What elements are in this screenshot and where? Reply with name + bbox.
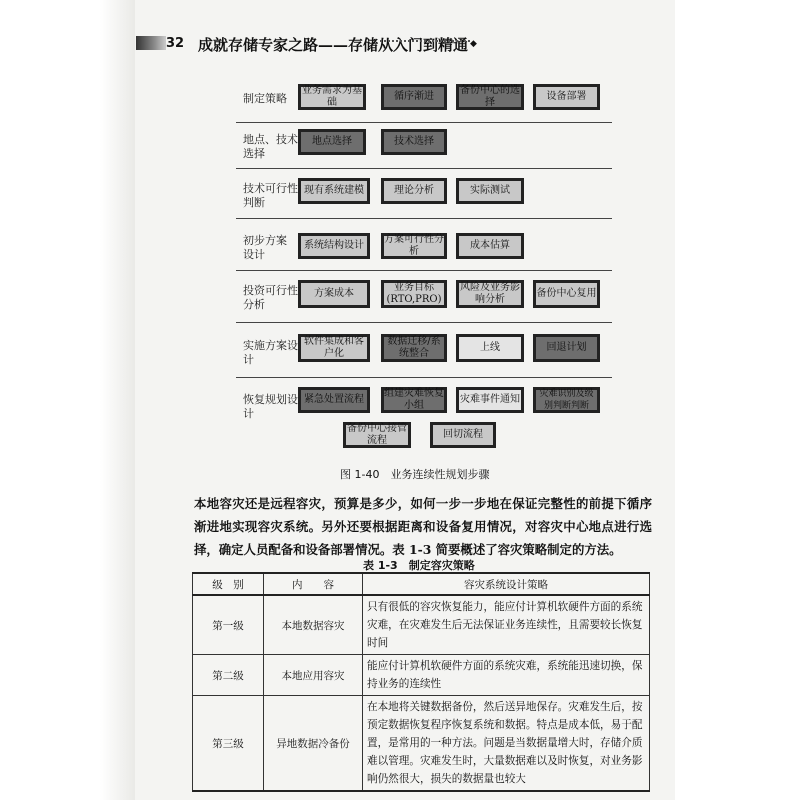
table-header-row	[193, 573, 650, 595]
body-paragraph: 本地容灾还是远程容灾，预算是多少，如何一步一步地在保证完整性的前提下循序渐进地实现容灾系统。另外还要根据距离和设备复用情况，对容灾中心地点进行选择，确定人员配备和设备部署情况。表 1-3 简要概述了容灾策略制定的方法。	[194, 496, 652, 557]
header-bar	[136, 36, 166, 50]
flow-box: 备份中心的选择	[456, 84, 524, 110]
flow-box: 紧急处置流程	[298, 387, 370, 413]
level-cell: 第二级	[193, 655, 264, 696]
flow-box: 数据迁移/系统整合	[381, 334, 447, 362]
flow-box: 业务需求为基础	[298, 84, 366, 110]
flow-box: 方案可行性分析	[381, 233, 447, 259]
row-label-investment: 投资可行性分析	[243, 284, 298, 311]
table-row	[193, 595, 650, 655]
strategy-cell: 在本地将关键数据备份，然后送异地保存。灾难发生后，按预定数据恢复程序恢复系统和数据。特点是成本低，易于配置，是常用的一种方法。问题是当数据量增大时，存储介质难以管理。灾难发生时，大量数据难以及时恢复，对业务影响仍然很大，损失的数据量也较大	[363, 696, 650, 792]
flow-box: 地点选择	[298, 129, 366, 155]
flow-box: 成本估算	[456, 233, 524, 259]
level-cell: 第三级	[193, 696, 264, 792]
flow-box: 备份中心接管流程	[343, 422, 411, 448]
flow-box: 理论分析	[381, 178, 447, 204]
content-cell: 异地数据冷备份	[264, 696, 363, 792]
flow-box: 软件集成和客户化	[298, 334, 370, 362]
content-cell: 本地数据容灾	[264, 595, 363, 655]
row-divider	[236, 168, 612, 169]
flow-box: 实际测试	[456, 178, 524, 204]
level-cell: 第一级	[193, 595, 264, 655]
flow-box: 回切流程	[430, 422, 496, 448]
figure-caption: 图 1-40 业务连续性规划步骤	[340, 468, 490, 481]
flow-box: 系统结构设计	[298, 233, 370, 259]
flow-box: 技术选择	[381, 129, 447, 155]
strategy-cell: 能应付计算机软硬件方面的系统灾难，系统能迅速切换，保持业务的连续性	[363, 655, 650, 696]
flow-box: 组建灾难恢复小组	[381, 387, 447, 413]
flow-box: 上线	[456, 334, 524, 362]
row-divider	[236, 270, 612, 271]
flow-box: 灾难事件通知	[456, 387, 524, 413]
strategy-cell: 只有很低的容灾恢复能力，能应付计算机软硬件方面的系统灾难，在灾难发生后无法保证业务连续性，且需要较长恢复时间	[363, 595, 650, 655]
row-divider	[236, 322, 612, 323]
diamond-icon: ◆	[470, 39, 477, 49]
flow-box: 循序渐进	[381, 84, 447, 110]
table-row	[193, 696, 650, 792]
row-label-tech-feasibility: 技术可行性判断	[243, 182, 298, 209]
flow-box: 现有系统建模	[298, 178, 370, 204]
flow-box: 灾难识别及级别判断判断	[533, 387, 600, 413]
row-divider	[236, 377, 612, 378]
row-label-preliminary-design: 初步方案设计	[243, 234, 287, 261]
flow-box: 业务目标(RTO,PRO)	[381, 280, 447, 308]
row-label-implementation: 实施方案设计	[243, 339, 298, 366]
page-gutter	[100, 0, 136, 800]
row-divider	[236, 122, 612, 123]
table-row	[193, 655, 650, 696]
flow-box: 设备部署	[533, 84, 600, 110]
table-header: 容灾系统设计策略	[363, 573, 650, 595]
table-header: 内 容	[264, 573, 363, 595]
row-divider	[236, 218, 612, 219]
row-label-strategy: 制定策略	[243, 92, 287, 105]
page-number: 32	[166, 36, 185, 51]
running-title: 成就存储专家之路——存储从入门到精通	[198, 36, 469, 54]
flow-box: 风险及业务影响分析	[456, 280, 524, 308]
flow-box: 回退计划	[533, 334, 600, 362]
flow-box: 方案成本	[298, 280, 370, 308]
header-dotted-rule	[380, 40, 470, 42]
strategy-table	[192, 572, 650, 792]
row-label-location: 地点、技术选择	[243, 133, 298, 160]
row-label-recovery: 恢复规划设计	[243, 393, 298, 420]
table-caption: 表 1-3 制定容灾策略	[363, 559, 475, 572]
flow-box: 备份中心复用	[533, 280, 600, 308]
content-cell: 本地应用容灾	[264, 655, 363, 696]
table-header: 级 别	[193, 573, 264, 595]
